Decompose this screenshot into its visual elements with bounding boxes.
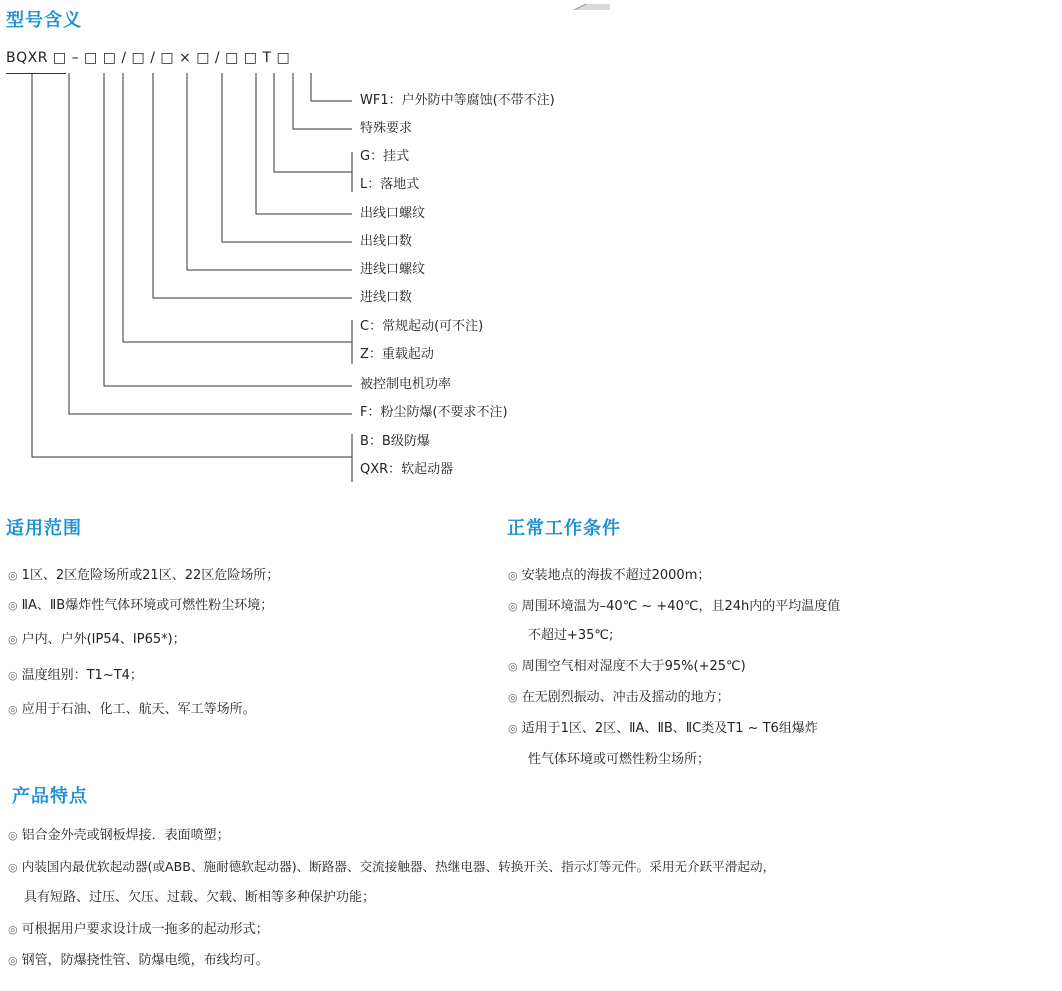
bullet-icon: ◎ — [8, 599, 18, 612]
bullet-icon: ◎ — [508, 691, 518, 704]
feature-item: ◎ 可根据用户要求设计成一拖多的起动形式； — [8, 922, 269, 937]
features-heading: 产品特点 — [12, 786, 88, 807]
model-code: BQXR □ – □ □ / □ / □ × □ / □ □ T □ — [6, 50, 291, 66]
label-inlet-count: 进线口数 — [360, 290, 413, 305]
label-outlet-count: 出线口数 — [360, 234, 413, 249]
bullet-icon: ◎ — [8, 669, 18, 682]
label-hanging: G：挂式 — [360, 149, 410, 164]
label-wf1: WF1：户外防中等腐蚀(不带不注) — [360, 93, 555, 108]
condition-item: ◎ 适用于1区、2区、ⅡA、ⅡB、ⅡC类及T1 ~ T6组爆炸 — [508, 721, 818, 736]
bullet-icon: ◎ — [8, 861, 18, 874]
label-motor-power: 被控制电机功率 — [360, 377, 452, 392]
scope-item: ◎ 应用于石油、化工、航天、军工等场所。 — [8, 702, 256, 717]
scope-item: ◎ 户内、户外(IP54、IP65*)； — [8, 632, 186, 647]
label-dust-proof: F：粉尘防爆(不要求不注) — [360, 405, 508, 420]
label-heavy-start: Z：重载起动 — [360, 347, 434, 362]
bullet-icon: ◎ — [508, 569, 518, 582]
feature-item: ◎ 钢管，防爆挠性管、防爆电缆，布线均可。 — [8, 953, 269, 968]
condition-item: ◎ 周围环境温为–40℃ ~ +40℃，且24h内的平均温度值 — [508, 599, 841, 614]
bullet-icon: ◎ — [508, 660, 518, 673]
label-floor: L：落地式 — [360, 177, 420, 192]
model-meaning-heading: 型号含义 — [6, 10, 82, 31]
bullet-icon: ◎ — [8, 829, 18, 842]
scope-item: ◎ 1区、2区危险场所或21区、22区危险场所； — [8, 568, 280, 583]
feature-item: ◎ 铝合金外壳或钢板焊接．表面喷塑； — [8, 828, 230, 843]
scope-item: ◎ ⅡA、ⅡB爆炸性气体环境或可燃性粉尘环境； — [8, 598, 274, 613]
condition-item-continued: 性气体环境或可燃性粉尘场所； — [528, 752, 711, 767]
condition-item: ◎ 安装地点的海拔不超过2000m； — [508, 568, 711, 583]
feature-item-continued: 具有短路、过压、欠压、过载、欠载、断相等多种保护功能； — [24, 890, 376, 905]
label-normal-start: C：常规起动(可不注) — [360, 319, 484, 334]
scope-item: ◎ 温度组别：T1~T4； — [8, 668, 143, 683]
conditions-heading: 正常工作条件 — [507, 518, 621, 539]
condition-item-continued: 不超过+35℃; — [528, 628, 614, 643]
bullet-icon: ◎ — [508, 722, 518, 735]
bullet-icon: ◎ — [8, 633, 18, 646]
bullet-icon: ◎ — [8, 569, 18, 582]
condition-item: ◎ 周围空气相对湿度不大于95%(+25℃) — [508, 659, 746, 674]
scope-heading: 适用范围 — [6, 518, 82, 539]
bullet-icon: ◎ — [508, 600, 518, 613]
condition-item: ◎ 在无剧烈振动、冲击及摇动的地方； — [508, 690, 730, 705]
label-special: 特殊要求 — [360, 121, 413, 136]
label-qxr: QXR：软起动器 — [360, 462, 454, 477]
bullet-icon: ◎ — [8, 703, 18, 716]
label-b-class: B：B级防爆 — [360, 434, 430, 449]
bullet-icon: ◎ — [8, 923, 18, 936]
label-outlet-thread: 出线口螺纹 — [360, 206, 426, 221]
feature-item: ◎ 内装国内最优软起动器(或ABB、施耐德软起动器)、断路器、交流接触器、热继电器、转换开关、指示灯等元件。采用无介跃平滑起动， — [8, 859, 776, 874]
bullet-icon: ◎ — [8, 954, 18, 967]
label-inlet-thread: 进线口螺纹 — [360, 262, 426, 277]
